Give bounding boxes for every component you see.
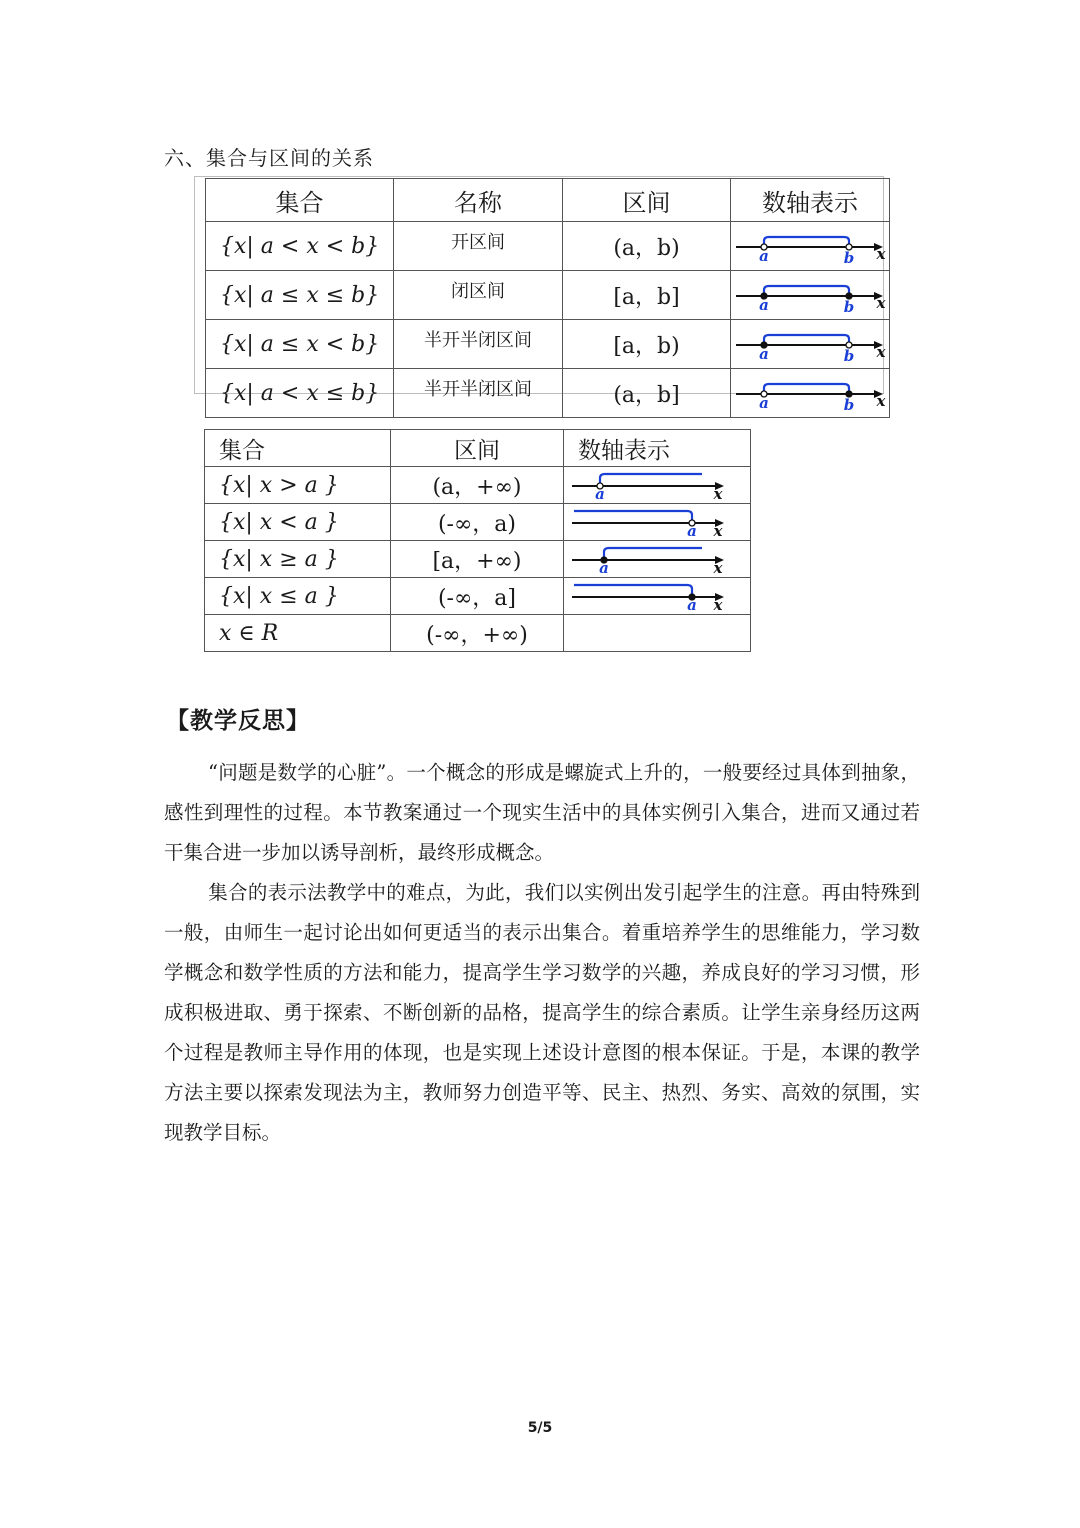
interval-bracket	[764, 384, 849, 392]
table-row	[205, 615, 751, 652]
table-row	[205, 578, 751, 615]
interval-name: 闭区间	[394, 271, 563, 320]
table-row	[206, 271, 890, 320]
axis-label-x: x	[713, 522, 723, 540]
number-line-diagram	[564, 467, 736, 503]
table-header-row	[205, 430, 751, 467]
endpoint-label-b: b	[843, 396, 855, 414]
set-notation: {x| x < a }	[205, 504, 391, 541]
table-row	[205, 504, 751, 541]
set-notation: {x| a ≤ x < b}	[206, 320, 394, 369]
number-line-cell	[731, 320, 890, 369]
paragraph-text: “问题是数学的心脏”。一个概念的形成是螺旋式上升的，一般要经过具体到抽象，感性到理性的过程。本节教案通过一个现实生活中的具体实例引入集合，进而又通过若干集合进一步加以诱导剖析，最终形成概念。	[164, 761, 920, 864]
interval-ray	[574, 511, 692, 521]
table-header-row	[206, 179, 890, 222]
header-set: 集合	[206, 179, 394, 222]
interval-notation: (-∞，+∞)	[391, 615, 564, 652]
interval-bracket	[764, 237, 849, 245]
endpoint-label-b: b	[843, 347, 855, 365]
number-line-cell-empty	[564, 615, 751, 652]
interval-notation: (a，+∞)	[391, 467, 564, 504]
axis-label-x: x	[876, 294, 886, 312]
section-heading: 六、集合与区间的关系	[164, 146, 374, 170]
interval-ray	[604, 548, 702, 558]
axis-label-x: x	[876, 343, 886, 361]
table-row	[205, 541, 751, 578]
table-row	[205, 467, 751, 504]
header-name: 名称	[394, 179, 563, 222]
interval-notation: [a，+∞)	[391, 541, 564, 578]
number-line-diagram	[564, 578, 736, 614]
number-line-cell	[564, 541, 751, 578]
endpoint-label-a: a	[599, 559, 609, 577]
table-row	[206, 369, 890, 418]
page-number: 5/5	[527, 1420, 553, 1436]
axis-label-x: x	[713, 559, 723, 577]
interval-notation: (a，b]	[563, 369, 731, 418]
interval-notation: (-∞，a)	[391, 504, 564, 541]
interval-ray	[574, 585, 692, 595]
endpoint-label-a: a	[759, 394, 769, 412]
number-line-diagram	[731, 372, 889, 414]
endpoint-label-a: a	[687, 522, 697, 540]
number-line-diagram	[564, 504, 736, 540]
set-notation: {x| a < x ≤ b}	[206, 369, 394, 418]
endpoint-label-a: a	[759, 247, 769, 265]
set-notation: {x| x ≤ a }	[205, 578, 391, 615]
endpoint-label-b: b	[843, 249, 855, 267]
number-line-diagram	[731, 274, 889, 316]
interval-notation: [a，b]	[563, 271, 731, 320]
set-notation: {x| a ≤ x ≤ b}	[206, 271, 394, 320]
header-interval: 区间	[391, 430, 564, 467]
number-line-cell	[564, 578, 751, 615]
header-set: 集合	[205, 430, 391, 467]
number-line-diagram	[731, 225, 889, 267]
interval-bracket	[764, 335, 849, 343]
paragraph-text: 集合的表示法教学中的难点，为此，我们以实例出发引起学生的注意。再由特殊到一般，由师生一起讨论出如何更适当的表示出集合。着重培养学生的思维能力，学习数学概念和数学性质的方法和能力，提高学生学习数学的兴趣，养成良好的学习习惯，形成积极进取、勇于探索、不断创新的品格，提高学生的综合素质。让学生亲身经历这两个过程是教师主导作用的体现，也是实现上述设计意图的根本保证。于是，本课的教学方法主要以探索发现法为主，教师努力创造平等、民主、热烈、务实、高效的氛围，实现教学目标。	[164, 881, 920, 1144]
set-notation: {x| x ≥ a }	[205, 541, 391, 578]
number-line-cell	[731, 271, 890, 320]
table-row	[206, 222, 890, 271]
interval-table-unbounded	[204, 429, 751, 652]
interval-name: 半开半闭区间	[394, 320, 563, 369]
endpoint-label-a: a	[687, 596, 697, 614]
number-line-cell	[564, 467, 751, 504]
number-line-diagram	[564, 541, 736, 577]
set-notation: {x| a < x < b}	[206, 222, 394, 271]
number-line-cell	[731, 369, 890, 418]
header-number-line: 数轴表示	[731, 179, 890, 222]
axis-label-x: x	[713, 596, 723, 614]
interval-notation: (-∞，a]	[391, 578, 564, 615]
interval-notation: [a，b)	[563, 320, 731, 369]
interval-name: 半开半闭区间	[394, 369, 563, 418]
number-line-diagram	[731, 323, 889, 365]
set-notation: {x| x > a }	[205, 467, 391, 504]
number-line-cell	[731, 222, 890, 271]
endpoint-label-b: b	[843, 298, 855, 316]
axis-label-x: x	[713, 485, 723, 503]
axis-label-x: x	[876, 245, 886, 263]
header-interval: 区间	[563, 179, 731, 222]
endpoint-label-a: a	[595, 485, 605, 503]
interval-bracket	[764, 286, 849, 294]
interval-name: 开区间	[394, 222, 563, 271]
interval-table-bounded	[205, 178, 890, 418]
reflection-paragraph-1	[164, 753, 920, 873]
axis-label-x: x	[876, 392, 886, 410]
reflection-title: 【教学反思】	[166, 707, 310, 734]
endpoint-label-a: a	[759, 296, 769, 314]
table-row	[206, 320, 890, 369]
reflection-paragraph-2	[164, 873, 920, 1153]
interval-ray	[600, 474, 702, 484]
number-line-cell	[564, 504, 751, 541]
endpoint-label-a: a	[759, 345, 769, 363]
set-notation: x ∈ R	[205, 615, 391, 652]
interval-notation: (a，b)	[563, 222, 731, 271]
header-number-line: 数轴表示	[564, 430, 751, 467]
